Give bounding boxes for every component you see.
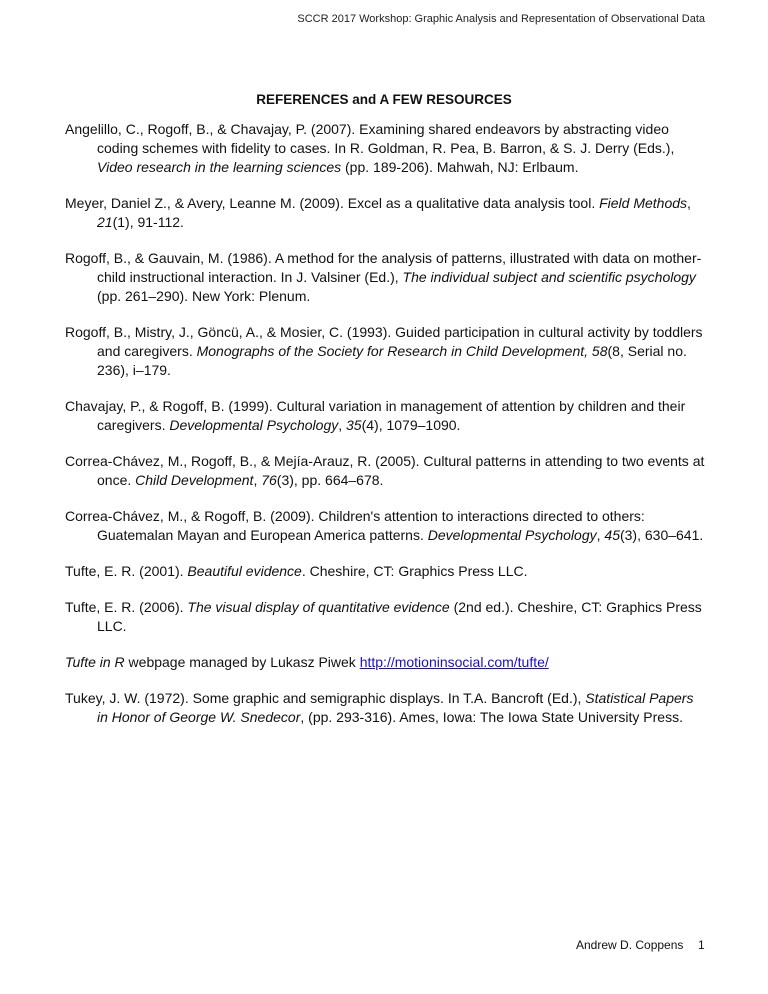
reference-text: Chavajay, P., & Rogoff, B. (1999). Cultural variation in management of attention by children and their caregivers. [65, 398, 686, 433]
reference-italic-text: The individual subject and scientific psychology [402, 269, 696, 285]
reference-italic-text: Beautiful evidence [187, 563, 302, 579]
reference-italic-text: Developmental Psychology [169, 417, 339, 433]
reference-text: . Cheshire, CT: Graphics Press LLC. [301, 563, 528, 579]
reference-entry [65, 452, 707, 490]
reference-italic-text: Video research in the learning sciences [97, 159, 342, 175]
reference-italic-text: Developmental Psychology [427, 527, 597, 543]
reference-entry [65, 397, 707, 435]
reference-text: (1), 91-112. [112, 214, 184, 230]
page-number: 1 [698, 938, 705, 952]
reference-text: , [338, 417, 347, 433]
reference-text: (pp. 261–290). New York: Plenum. [97, 288, 311, 304]
reference-text: , [687, 195, 691, 211]
reference-entry [65, 194, 707, 232]
reference-text: Correa-Chávez, M., & Rogoff, B. (2009). Children's attention to interactions directed to others: Guatemalan Mayan and European America patterns. [65, 508, 645, 543]
reference-italic-text: Statistical Papers in Honor of George W. Snedecor [97, 690, 694, 725]
reference-italic-text: 45 [604, 527, 620, 543]
reference-list [65, 120, 707, 744]
reference-italic-text: Monographs of the Society for Research in Child Development, 58 [196, 343, 608, 359]
reference-entry [65, 562, 707, 581]
reference-text: Angelillo, C., Rogoff, B., & Chavajay, P. (2007). Examining shared endeavors by abstracting video coding schemes with fidelity to cases. In R. Goldman, R. Pea, B. Barron, & S. J. Derry (Eds.), [65, 121, 675, 156]
reference-entry [65, 249, 707, 306]
reference-entry [65, 689, 707, 727]
footer-author: Andrew D. Coppens [576, 938, 684, 952]
reference-italic-text: Child Development [135, 472, 254, 488]
reference-italic-text: The visual display of quantitative evidence [187, 599, 450, 615]
reference-text: Rogoff, B., Mistry, J., Göncü, A., & Mosier, C. (1993). Guided participation in cultural activity by toddlers and caregivers. [65, 324, 703, 359]
reference-italic-text: 35 [346, 417, 362, 433]
reference-text: Meyer, Daniel Z., & Avery, Leanne M. (2009). Excel as a qualitative data analysis tool. [65, 195, 600, 211]
reference-entry [65, 653, 707, 672]
reference-text: (2nd ed.). Cheshire, CT: Graphics Press LLC. [97, 599, 702, 634]
reference-text: Tufte, E. R. (2006). [65, 599, 188, 615]
reference-text: , (pp. 293-316). Ames, Iowa: The Iowa State University Press. [300, 709, 683, 725]
reference-italic-text: Tufte in R [65, 654, 125, 670]
reference-text: Rogoff, B., & Gauvain, M. (1986). A method for the analysis of patterns, illustrated with data on mother-child instructional interaction. In J. Valsiner (Ed.), [65, 250, 702, 285]
reference-entry [65, 507, 707, 545]
page-title: REFERENCES and A FEW RESOURCES [256, 92, 512, 107]
reference-italic-text: 76 [261, 472, 277, 488]
reference-text: (3), 630–641. [619, 527, 704, 543]
reference-link[interactable]: http://motioninsocial.com/tufte/ [359, 654, 549, 670]
reference-text: , [253, 472, 262, 488]
reference-italic-text: 21 [97, 214, 113, 230]
reference-text: (pp. 189-206). Mahwah, NJ: Erlbaum. [341, 159, 579, 175]
reference-entry [65, 323, 707, 380]
reference-text: webpage managed by Lukasz Piwek [124, 654, 360, 670]
reference-entry [65, 598, 707, 636]
reference-text: (4), 1079–1090. [361, 417, 461, 433]
reference-text: , [596, 527, 605, 543]
reference-entry [65, 120, 707, 177]
running-header: SCCR 2017 Workshop: Graphic Analysis and Representation of Observational Data [297, 13, 705, 25]
reference-text: Tufte, E. R. (2001). [65, 563, 188, 579]
reference-text: (8, Serial no. 236), i–179. [97, 343, 687, 378]
reference-text: Tukey, J. W. (1972). Some graphic and semigraphic displays. In T.A. Bancroft (Ed.), [65, 690, 586, 706]
reference-text: Correa-Chávez, M., Rogoff, B., & Mejía-Arauz, R. (2005). Cultural patterns in attending to two events at once. [65, 453, 705, 488]
reference-text: (3), pp. 664–678. [276, 472, 384, 488]
reference-italic-text: Field Methods [599, 195, 688, 211]
